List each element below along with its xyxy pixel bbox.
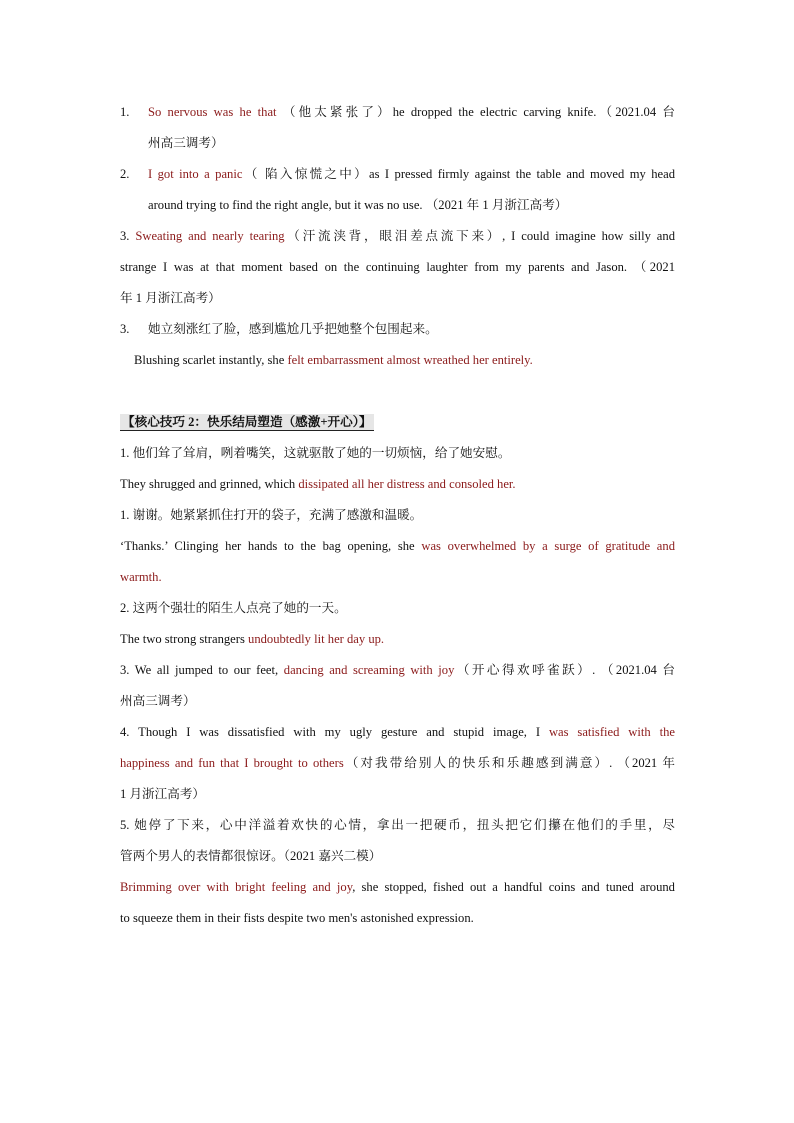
example-line: They shrugged and grinned, which dissipated all her distress and consoled her. [120,477,516,491]
example-line: 州高三调考） [120,694,196,708]
highlight-phrase: Brimming over with bright feeling and joy [120,880,353,894]
highlight-phrase: dissipated all her distress and consoled her. [298,477,516,491]
example-line: 3. We all jumped to our feet, dancing and screaming with joy（开心得欢呼雀跃）. （2021.04 台 [120,663,675,677]
example-line: 2. I got into a panic（ 陷入惊慌之中）as I pressed firmly against the table and moved my head [120,167,675,181]
example-line: around trying to find the right angle, but it was no use. （2021 年 1 月浙江高考） [148,198,568,212]
example-line: 1 月浙江高考） [120,787,206,801]
highlight-phrase: was satisfied with the [548,725,675,739]
highlight-phrase: undoubtedly lit her day up. [248,632,385,646]
highlight-phrase: felt embarrassment almost wreathed her entirely. [287,353,533,367]
document-content [120,100,675,937]
highlight-phrase: dancing and screaming with joy [283,663,455,677]
highlight-phrase: So nervous was he that [148,105,277,119]
highlight-phrase: Sweating and nearly tearing [135,229,285,243]
example-line: 3. Sweating and nearly tearing（汗流浃背，眼泪差点流下来）, I could imagine how silly and [120,229,675,243]
example-line: 州高三调考） [148,136,224,150]
example-line: 年 1 月浙江高考） [120,291,221,305]
highlight-phrase: happiness and fun that I brought to others [120,756,344,770]
example-line: 4. Though I was dissatisfied with my ugly gesture and stupid image, I was satisfied with the [120,725,675,739]
example-line: 2. 这两个强壮的陌生人点亮了她的一天。 [120,601,347,615]
example-line: strange I was at that moment based on the continuing laughter from my parents and Jason. （2021 [120,260,675,274]
example-line: to squeeze them in their fists despite two men's astonished expression. [120,911,474,925]
example-line: The two strong strangers undoubtedly lit her day up. [120,632,385,646]
example-line: Brimming over with bright feeling and joy, she stopped, fished out a handful coins and tuned around [120,880,675,894]
highlight-phrase: warmth. [120,570,162,584]
example-line: 1. So nervous was he that （他太紧张了）he dropped the electric carving knife.（2021.04 台 [120,105,675,119]
example-line: 3. 她立刻涨红了脸，感到尴尬几乎把她整个包围起来。 [120,322,438,336]
example-line: 1. 他们耸了耸肩，咧着嘴笑，这就驱散了她的一切烦恼，给了她安慰。 [120,446,511,460]
section-heading: 【核心技巧 2：快乐结局塑造（感激+开心）】 [122,415,372,429]
example-line: Blushing scarlet instantly, she felt embarrassment almost wreathed her entirely. [134,353,533,367]
example-line: happiness and fun that I brought to others（对我带给别人的快乐和乐趣感到满意）. （2021 年 [120,756,675,770]
highlight-phrase: I got into a panic [148,167,243,181]
example-line: 1. 谢谢。她紧紧抓住打开的袋子，充满了感激和温暖。 [120,508,423,522]
example-line: 5. 她停了下来，心中洋溢着欢快的心情，拿出一把硬币，扭头把它们攥在他们的手里，尽 [120,818,675,832]
highlight-phrase: was overwhelmed by a surge of gratitude and [421,539,675,553]
example-line: 管两个男人的表情都很惊讶。（2021 嘉兴二模） [120,849,382,863]
example-line: ‘Thanks.’ Clinging her hands to the bag opening, she was overwhelmed by a surge of gratitude and [120,539,675,553]
